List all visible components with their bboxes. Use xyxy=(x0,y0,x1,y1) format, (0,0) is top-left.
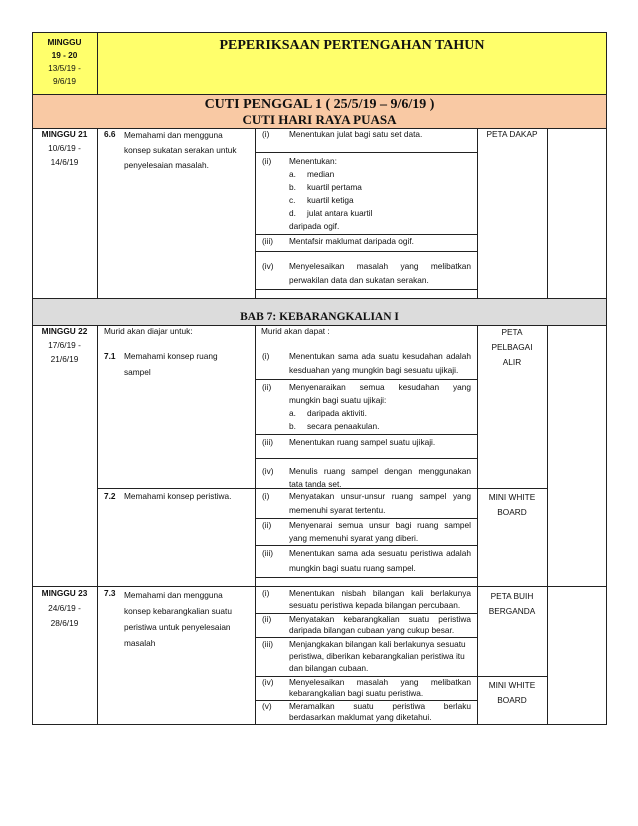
item-number: (ii) xyxy=(262,382,272,392)
item-text: Menentukan ruang sampel suatu ujikaji. xyxy=(289,437,436,447)
item-text: yang memenuhi syarat yang diberi. xyxy=(289,533,419,543)
week21-standard-number: 6.6 xyxy=(104,129,116,139)
item-text: Menyatakan unsur-unsur ruang sampel yang xyxy=(289,491,471,501)
standard-line: Memahami dan mengguna xyxy=(124,130,223,140)
standard-line: masalah xyxy=(124,638,156,648)
sub-item-key: a. xyxy=(289,408,296,418)
item-text: daripada ogif. xyxy=(289,221,340,231)
item-number: (iii) xyxy=(262,437,274,447)
item-text: Menentukan julat bagi satu set data. xyxy=(289,129,423,139)
aid-line: MINI WHITE xyxy=(488,492,536,502)
item-number: (iv) xyxy=(262,677,274,687)
item-text: kesduahan yang mungkin bagi sesuatu ujikaji. xyxy=(289,365,459,375)
aid-line: BERGANDA xyxy=(488,606,536,616)
week22-intro: Murid akan diajar untuk: xyxy=(104,326,193,336)
sub-item-key: b. xyxy=(289,421,296,431)
item-text: tata tanda set. xyxy=(289,479,342,489)
item-text: Meramalkan suatu peristiwa berlaku xyxy=(289,701,471,711)
week19-date-end: 9/6/19 xyxy=(52,76,77,86)
standard-line: konsep sukatan serakan untuk xyxy=(124,145,237,155)
aid-line: BOARD xyxy=(497,507,527,517)
standard-line: Memahami konsep ruang xyxy=(124,351,218,361)
item-number: (iii) xyxy=(262,548,274,558)
item-text: Menentukan sama ada sesuatu peristiwa adalah xyxy=(289,548,471,558)
sub-item-key: d. xyxy=(289,208,296,218)
standard-line: penyelesaian masalah. xyxy=(124,160,209,170)
standard-line: Memahami konsep peristiwa. xyxy=(124,491,232,501)
item-number: (i) xyxy=(262,491,270,501)
item-text: berdasarkan maklumat yang diketahui. xyxy=(289,712,432,722)
item-text: Mentafsir maklumat daripada ogif. xyxy=(289,236,414,246)
item-number: (ii) xyxy=(262,156,272,166)
item-text: Menyelesaikan masalah yang melibatkan xyxy=(289,677,471,687)
week22-date-end: 21/6/19 xyxy=(50,354,79,364)
item-text: Menentukan sama ada suatu kesudahan adalah xyxy=(289,351,471,361)
sub-item-key: b. xyxy=(289,182,296,192)
week23-teaching-aid-2 xyxy=(477,678,547,708)
item-number: (iv) xyxy=(262,466,274,476)
item-number: (iii) xyxy=(262,236,274,246)
week21-standard-text xyxy=(124,128,237,173)
chapter7-title: BAB 7: KEBARANGKALIAN I xyxy=(240,311,399,323)
standard-line: peristiwa untuk penyelesaian xyxy=(124,622,231,632)
week22-date-start: 17/6/19 - xyxy=(48,340,81,350)
aid-line: ALIR xyxy=(502,357,522,367)
sub-item-text: kuartil ketiga xyxy=(307,195,354,205)
week21-label: MINGGU 21 xyxy=(41,129,88,139)
item-text: Menyelesaikan masalah yang melibatkan xyxy=(289,261,471,271)
week19-label-block xyxy=(32,36,97,88)
item-number: (iii) xyxy=(262,639,274,649)
item-text: Menentukan nisbah bilangan kali berlakunya xyxy=(289,588,471,598)
aid-line: PETA BUIH xyxy=(490,591,534,601)
week22-outcome-intro: Murid akan dapat : xyxy=(261,326,330,336)
standard-line: Memahami dan mengguna xyxy=(124,590,223,600)
sub-item-key: c. xyxy=(289,195,296,205)
week22-label: MINGGU 22 xyxy=(41,326,88,336)
aid-line: PETA xyxy=(501,327,523,337)
week21-teaching-aid: PETA DAKAP xyxy=(486,129,538,139)
week23-label: MINGGU 23 xyxy=(41,588,88,598)
week19-num: 19 - 20 xyxy=(51,50,78,60)
item-text: dan bilangan cubaan. xyxy=(289,663,369,673)
sub-item-key: a. xyxy=(289,169,296,179)
sub-item-text: kuartil pertama xyxy=(307,182,362,192)
item-number: (i) xyxy=(262,129,270,139)
sub-item-text: daripada aktiviti. xyxy=(307,408,367,418)
week23-standard-text xyxy=(124,587,232,651)
item-text: Menyatakan kebarangkalian suatu peristiwa xyxy=(289,614,471,624)
week22-label-block xyxy=(32,325,97,366)
item-number: (iv) xyxy=(262,261,274,271)
standard-line: konsep kebarangkalian suatu xyxy=(124,606,232,616)
item-number: (i) xyxy=(262,351,270,361)
item-text: Menentukan: xyxy=(289,156,337,166)
item-text: mungkin bagi suatu ruang sampel. xyxy=(289,563,416,573)
sub-item-text: median xyxy=(307,169,335,179)
holiday-title: CUTI PENGGAL 1 ( 25/5/19 – 9/6/19 ) xyxy=(204,97,435,112)
week19-date-start: 13/5/19 - xyxy=(48,63,81,73)
item-text: memenuhi syarat tertentu. xyxy=(289,505,386,515)
week21-date-end: 14/6/19 xyxy=(50,157,79,167)
item-text: kebarangkalian bagi suatu peristiwa. xyxy=(289,688,424,698)
item-text: Menjangkakan bilangan kali berlakunya sesuatu xyxy=(289,639,466,649)
item-text: mungkin bagi suatu ujikaji: xyxy=(289,395,387,405)
item-number: (v) xyxy=(262,701,272,711)
week23-standard-number: 7.3 xyxy=(104,588,116,598)
item-number: (ii) xyxy=(262,520,272,530)
item-text: peristiwa, diberikan kebarangkalian peristiwa itu xyxy=(289,651,465,661)
week21-date-start: 10/6/19 - xyxy=(48,143,81,153)
week21-label-block xyxy=(32,128,97,169)
week23-date-end: 28/6/19 xyxy=(50,618,79,628)
item-text: daripada bilangan cubaan yang cukup besar. xyxy=(289,625,455,635)
standard-line: sampel xyxy=(124,367,151,377)
week23-teaching-aid-1 xyxy=(477,589,547,619)
aid-line: MINI WHITE xyxy=(488,680,536,690)
week22-teaching-aid-1 xyxy=(477,325,547,370)
week22-standard2-number: 7.2 xyxy=(104,491,116,501)
sub-item-text: julat antara kuartil xyxy=(307,208,373,218)
week22-teaching-aid-2 xyxy=(477,490,547,520)
item-number: (i) xyxy=(262,588,270,598)
midyear-exam-title: PEPERIKSAAN PERTENGAHAN TAHUN xyxy=(219,38,485,53)
item-text: Menyenaraikan semua kesudahan yang xyxy=(289,382,471,392)
aid-line: PELBAGAI xyxy=(491,342,533,352)
holiday-subtitle: CUTI HARI RAYA PUASA xyxy=(242,112,397,127)
sub-item-text: secara penaakulan. xyxy=(307,421,380,431)
item-text: Menulis ruang sampel dengan menggunakan xyxy=(289,466,471,476)
aid-line: BOARD xyxy=(497,695,527,705)
week19-label: MINGGU xyxy=(47,37,82,47)
item-number: (ii) xyxy=(262,614,272,624)
item-text: perwakilan data dan sukatan serakan. xyxy=(289,275,429,285)
week22-standard1-number: 7.1 xyxy=(104,351,116,361)
item-text: sesuatu peristiwa kepada bilangan percubaan. xyxy=(289,600,461,610)
item-text: Menyenarai semua unsur bagi ruang sampel xyxy=(289,520,471,530)
week23-date-start: 24/6/19 - xyxy=(48,603,81,613)
week23-label-block xyxy=(32,587,97,630)
